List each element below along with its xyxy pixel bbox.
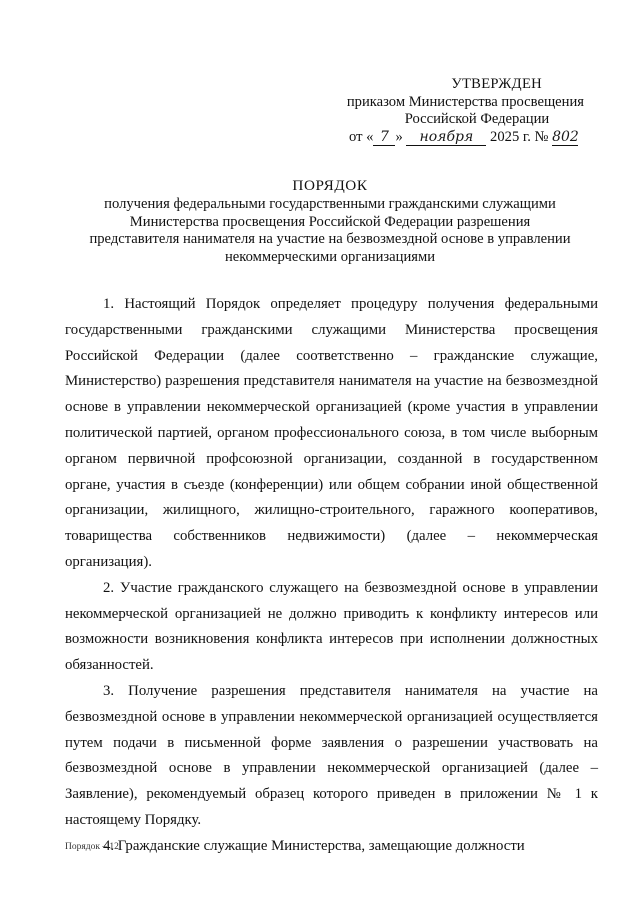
approval-title: УТВЕРЖДЕН [451,76,542,92]
subtitle-line: Министерства просвещения Российской Федерации разрешения [129,213,531,230]
document-title: ПОРЯДОК [292,177,368,194]
approval-order-line: приказом Министерства просвещения [346,93,584,110]
paragraph: 2. Участие гражданского служащего на безвозмездной основе в управлении некоммерческой организацией не должно приводить к конфликту интересов или возможности возникновения конфликта интересов при исполнении должностных обязанностей. [65,579,598,674]
date-prefix: от « [349,128,374,145]
page-footer: Порядок – 12 [65,842,119,852]
subtitle-line: некоммерческими организациями [224,248,436,265]
date-year: 2025 г. № [490,128,549,145]
approval-block [344,76,584,146]
paragraph: 1. Настоящий Порядок определяет процедуру получения федеральными государственными гражданскими служащими Министерства просвещения Российской Федерации (далее соответственно – гражданские служащие, Министерство) разрешения представителя нанимателя на участие на безвозмездной основе в управлении некоммерческой организацией (кроме участия в управлении политической партией, органом профессионального союза, в том числе выборным органом первичной профсоюзной организации, созданной в государственном органе, участия в съезде (конференции) или общем собрании иной общественной организации, жилищного, жилищно-строительного, гаражного кооперативов, товарищества собственников недвижимости) (далее – некоммерческая организация). [65,296,598,570]
document-body [65,292,598,860]
paragraph: 4. Гражданские служащие Министерства, замещающие должности [103,837,525,854]
handwritten-day: 7 [373,130,395,146]
document-subtitle [60,196,600,266]
subtitle-line: представителя нанимателя на участие на безвозмездной основе в управлении [89,231,571,248]
approval-org-line: Российской Федерации [404,111,550,127]
date-mid: » [395,128,403,145]
handwritten-month: ноября [406,130,486,146]
handwritten-order-number: 802 [552,128,579,145]
paragraph: 3. Получение разрешения представителя нанимателя на участие на безвозмездной основе в управлении некоммерческой организацией осуществляется путем подачи в письменной форме заявления о разрешении участвовать на безвозмездной основе в управлении некоммерческой организацией (далее – Заявление), рекомендуемый образец которого приведен в приложении № 1 к настоящему Порядку. [65,682,598,828]
subtitle-line: получения федеральными государственными гражданскими служащими [104,196,556,212]
approval-date-line [344,129,584,147]
